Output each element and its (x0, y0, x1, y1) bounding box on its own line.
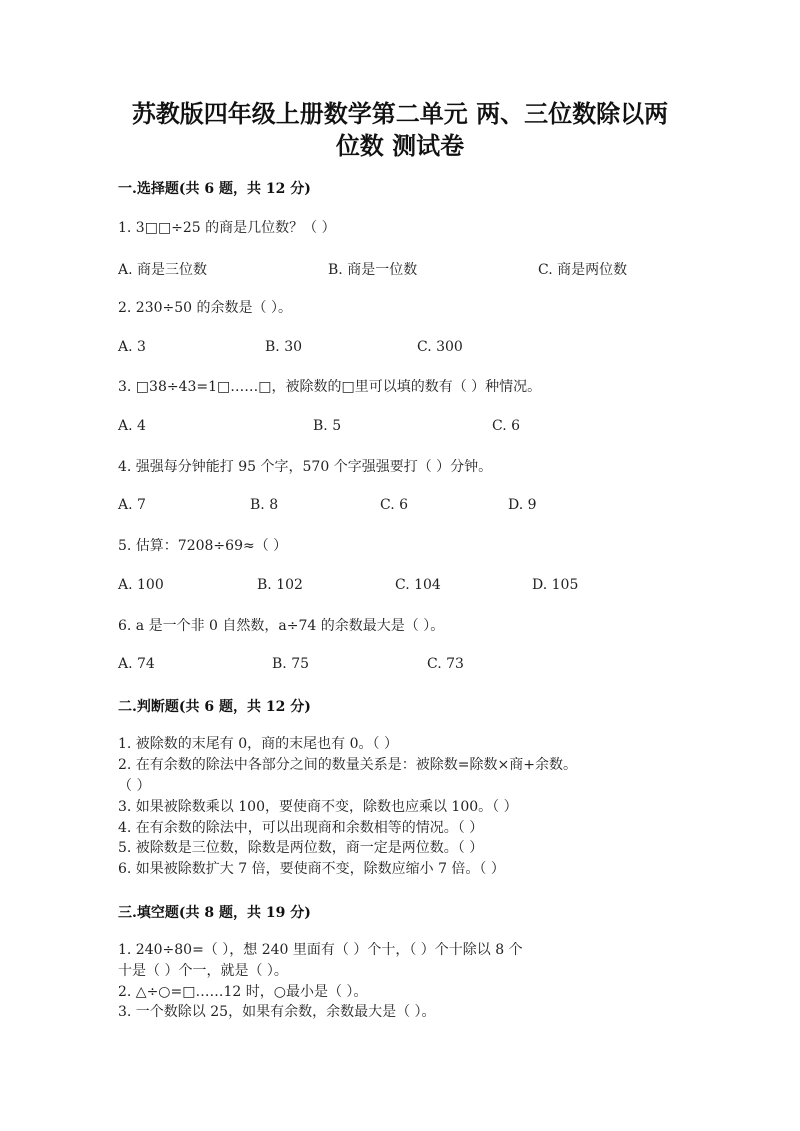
q1-option-b: B. 商是一位数 (328, 262, 418, 278)
q6-option-c: C. 73 (427, 656, 464, 672)
title-line-2: 位数 测试卷 (335, 131, 465, 160)
q2-option-a: A. 3 (118, 339, 146, 355)
judgement-5: 5. 被除数是三位数，除数是两位数，商一定是两位数。（ ） (118, 840, 484, 856)
question-3: 3. □38÷43=1□……□，被除数的□里可以填的数有（ ）种情况。 (118, 379, 542, 395)
q5-option-b: B. 102 (257, 577, 303, 593)
q6-option-b: B. 75 (272, 656, 310, 672)
q4-option-a: A. 7 (118, 497, 146, 513)
q1-option-a: A. 商是三位数 (118, 262, 208, 278)
judgement-2: 2. 在有余数的除法中各部分之间的数量关系是：被除数=除数×商+余数。 (118, 757, 577, 773)
q5-option-a: A. 100 (118, 577, 164, 593)
q4-option-b: B. 8 (250, 497, 279, 513)
page-title (100, 98, 700, 162)
q5-option-c: C. 104 (395, 577, 441, 593)
question-2: 2. 230÷50 的余数是（ ）。 (118, 300, 292, 316)
q1-option-c: C. 商是两位数 (538, 262, 628, 278)
q4-option-c: C. 6 (380, 497, 409, 513)
q3-option-a: A. 4 (118, 418, 146, 434)
judgement-6: 6. 如果被除数扩大 7 倍，要使商不变，除数应缩小 7 倍。（ ） (118, 861, 505, 877)
question-1: 1. 3□□÷25 的商是几位数？（ ） (118, 220, 336, 236)
judgement-2-bracket: （ ） (118, 778, 151, 794)
title-line-1: 苏教版四年级上册数学第二单元 两、三位数除以两 (131, 99, 669, 128)
question-4: 4. 强强每分钟能打 95 个字，570 个字强强要打（ ）分钟。 (118, 459, 493, 475)
q6-option-a: A. 74 (118, 656, 155, 672)
section-heading-fill: 三.填空题(共 8 题，共 19 分) (118, 905, 311, 921)
fill-1-continued: 十是（ ）个一，就是（ ）。 (118, 963, 288, 979)
judgement-4: 4. 在有余数的除法中，可以出现商和余数相等的情况。（ ） (118, 820, 484, 836)
question-6: 6. a 是一个非 0 自然数，a÷74 的余数最大是（ ）。 (118, 618, 445, 634)
q3-option-b: B. 5 (313, 418, 342, 434)
section-heading-judgement: 二.判断题(共 6 题，共 12 分) (118, 699, 311, 715)
judgement-1: 1. 被除数的末尾有 0，商的末尾也有 0。（ ） (118, 736, 398, 752)
section-heading-choice: 一.选择题(共 6 题，共 12 分) (118, 181, 311, 197)
fill-3: 3. 一个数除以 25，如果有余数，余数最大是（ ）。 (118, 1004, 436, 1020)
q3-option-c: C. 6 (492, 418, 521, 434)
question-5: 5. 估算：7208÷69≈（ ） (118, 538, 288, 554)
q2-option-b: B. 30 (265, 339, 303, 355)
q5-option-d: D. 105 (532, 577, 579, 593)
judgement-3: 3. 如果被除数乘以 100，要使商不变，除数也应乘以 100。（ ） (118, 799, 518, 815)
fill-2: 2. △÷○=□……12 时，○最小是（ ）。 (118, 984, 368, 1000)
fill-1: 1. 240÷80=（ ），想 240 里面有（ ）个十，（ ）个十除以 8 个 (118, 942, 523, 958)
q4-option-d: D. 9 (508, 497, 537, 513)
q2-option-c: C. 300 (417, 339, 463, 355)
